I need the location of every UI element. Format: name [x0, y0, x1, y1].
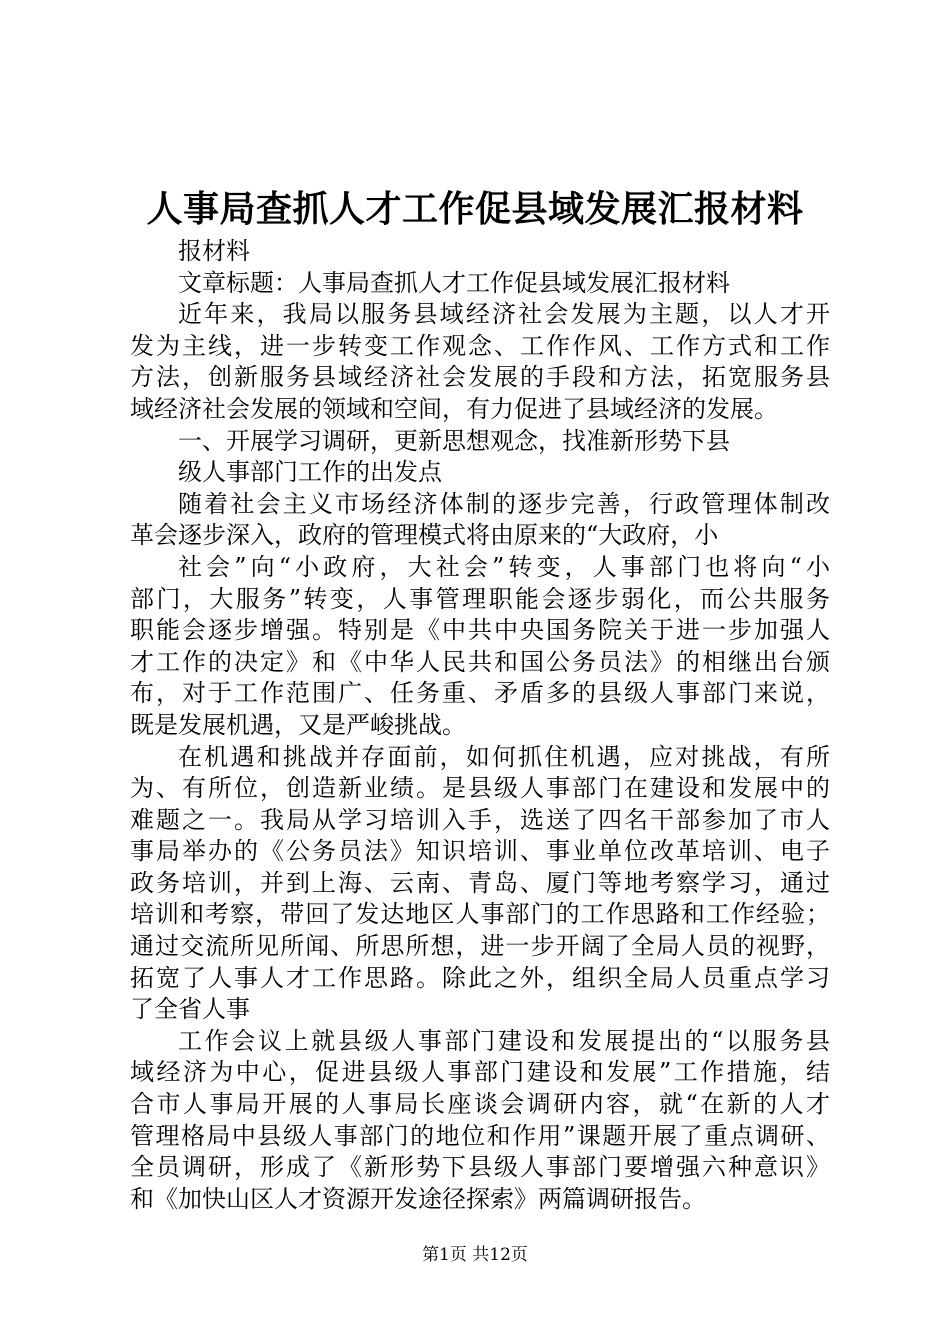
body-line: 通过交流所见所闻、所思所想，进一步开阔了全局人员的视野，: [130, 932, 830, 961]
body-line: 文章标题：人事局查抓人才工作促县域发展汇报材料: [178, 268, 730, 297]
body-line: 才工作的决定》和《中华人民共和国公务员法》的相继出台颁: [130, 647, 830, 676]
body-line: 域经济社会发展的领域和空间，有力促进了县域经济的发展。: [130, 394, 778, 423]
body-line: 为、有所位，创造新业绩。是县级人事部门在建设和发展中的: [130, 774, 830, 803]
body-line: 了全省人事: [130, 995, 250, 1024]
document-body: [130, 236, 830, 1215]
body-line: 布，对于工作范围广、任务重、矛盾多的县级人事部门来说，: [130, 679, 830, 708]
body-line: 发为主线，进一步转变工作观念、工作作风、工作方式和工作: [130, 331, 830, 360]
document-title: 人事局查抓人才工作促县域发展汇报材料: [146, 188, 804, 230]
body-line: 拓宽了人事人才工作思路。除此之外，组织全局人员重点学习: [130, 963, 830, 992]
body-line: 随着社会主义市场经济体制的逐步完善，行政管理体制改: [178, 489, 830, 518]
body-line: 难题之一。我局从学习培训入手，选送了四名干部参加了市人: [130, 805, 830, 834]
body-line: 管理格局中县级人事部门的地位和作用”课题开展了重点调研、: [130, 1121, 830, 1150]
body-line: 全员调研，形成了《新形势下县级人事部门要增强六种意识》: [130, 1153, 830, 1182]
body-line: 近年来，我局以服务县域经济社会发展为主题，以人才开: [178, 300, 830, 329]
body-line: 级人事部门工作的出发点: [178, 458, 442, 487]
page-footer: 第1页 共12页: [422, 1245, 528, 1265]
body-line: 政务培训，并到上海、云南、青岛、厦门等地考察学习，通过: [130, 868, 830, 897]
body-line: 报材料: [178, 237, 250, 265]
body-line: 职能会逐步增强。特别是《中共中央国务院关于进一步加强人: [130, 616, 830, 645]
body-line: 和《加快山区人才资源开发途径探索》两篇调研报告。: [130, 1184, 706, 1213]
body-line: 一、开展学习调研，更新思想观念，找准新形势下县: [178, 426, 730, 455]
body-line: 方法，创新服务县域经济社会发展的手段和方法，拓宽服务县: [130, 363, 830, 392]
body-line: 既是发展机遇，又是严峻挑战。: [130, 710, 466, 739]
body-line: 事局举办的《公务员法》知识培训、事业单位改革培训、电子: [130, 837, 830, 866]
body-line: 革会逐步深入，政府的管理模式将由原来的“大政府，小: [130, 521, 719, 550]
body-line: 域经济为中心，促进县级人事部门建设和发展”工作措施，结: [130, 1058, 830, 1087]
body-line: 工作会议上就县级人事部门建设和发展提出的“以服务县: [178, 1026, 830, 1055]
body-line: 在机遇和挑战并存面前，如何抓住机遇，应对挑战，有所: [178, 742, 830, 771]
body-line: 合市人事局开展的人事局长座谈会调研内容，就“在新的人才: [130, 1090, 830, 1119]
body-line: 部门，大服务”转变，人事管理职能会逐步弱化，而公共服务: [130, 584, 830, 613]
body-line: 社会”向“小政府，大社会”转变，人事部门也将向“小: [178, 552, 830, 581]
body-line: 培训和考察，带回了发达地区人事部门的工作思路和工作经验；: [130, 900, 830, 929]
